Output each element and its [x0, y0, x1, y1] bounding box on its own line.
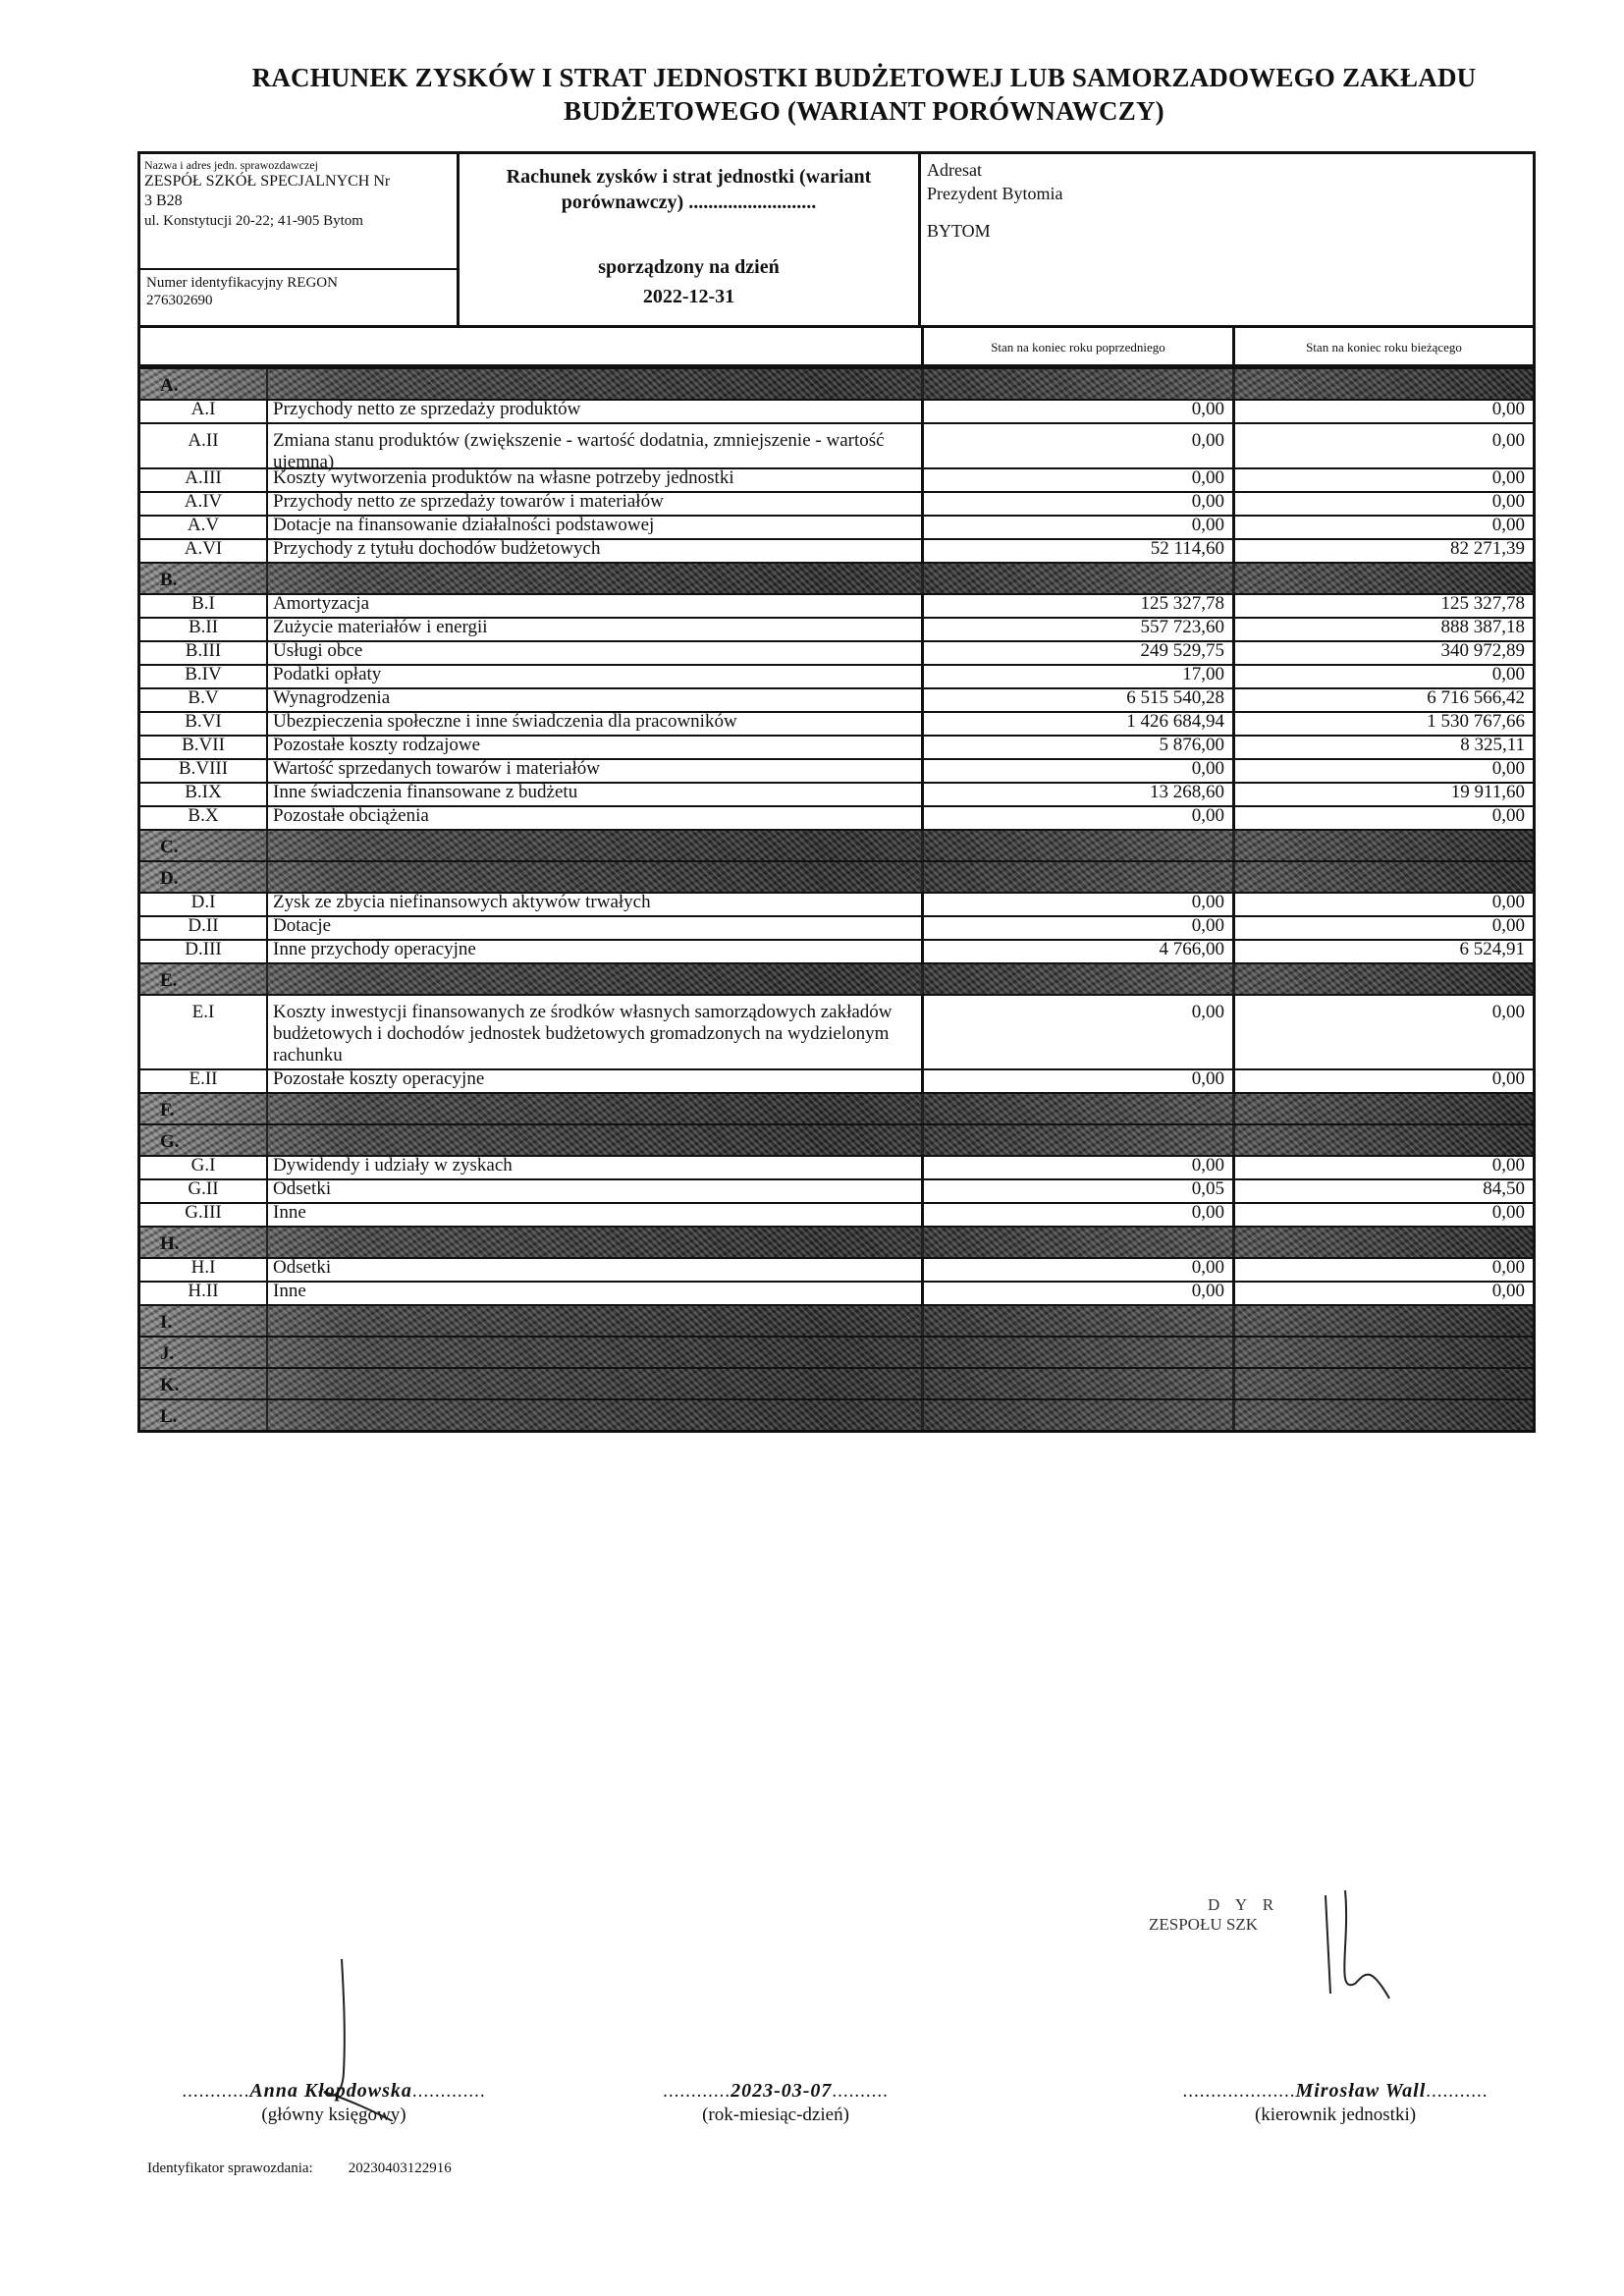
row-prev-value: 0,00: [921, 1204, 1235, 1226]
row-prev-value: 52 114,60: [921, 540, 1235, 562]
row-description: Odsetki: [273, 1257, 332, 1278]
row-description: Wynagrodzenia: [273, 687, 391, 708]
section-prev-cell: [921, 1125, 1235, 1155]
row-curr-value: 0,00: [1491, 915, 1525, 936]
row-code: B.IV: [140, 666, 268, 687]
section-code: F.: [140, 1094, 268, 1123]
row-curr-value: 0,00: [1491, 1257, 1525, 1278]
section-row: [140, 367, 1533, 399]
section-row: [140, 1226, 1533, 1257]
addressee-name: Prezydent Bytomia: [927, 184, 1063, 203]
table-row: [140, 782, 1533, 805]
title-line-2: BUDŻETOWEGO (WARIANT PORÓWNAWCZY): [564, 96, 1164, 126]
signature-date: 2023-03-07: [731, 2080, 833, 2102]
row-code: B.X: [140, 807, 268, 829]
unit-name: ZESPÓŁ SZKÓŁ SPECJALNYCH Nr: [144, 173, 391, 190]
row-description: Zmiana stanu produktów (zwiększenie - wartość dodatnia, zmniejszenie - wartość ujemna): [273, 430, 885, 472]
addressee-city: BYTOM: [927, 221, 991, 241]
section-code: E.: [140, 964, 268, 994]
report-id-label: Identyfikator sprawozdania:: [147, 2160, 313, 2176]
section-row: [140, 1304, 1533, 1336]
section-row: [140, 1123, 1533, 1155]
row-code: G.III: [140, 1204, 268, 1226]
report-id-value: 20230403122916: [348, 2160, 452, 2176]
section-row: [140, 1092, 1533, 1123]
table-row: [140, 711, 1533, 735]
row-code: B.VII: [140, 737, 268, 758]
row-description: Inne: [273, 1202, 306, 1223]
row-prev-value: 0,00: [921, 917, 1235, 939]
table-row: [140, 664, 1533, 687]
accountant-name: Anna Kłopdowska: [249, 2080, 412, 2102]
table-row: [140, 399, 1533, 422]
section-row: [140, 1398, 1533, 1430]
row-prev-value: 5 876,00: [921, 737, 1235, 758]
row-prev-value: 249 529,75: [921, 642, 1235, 664]
report-title: Rachunek zysków i strat jednostki (wariant porównawczy) ..........................: [506, 166, 872, 213]
row-code: B.IX: [140, 784, 268, 805]
row-curr-value: 0,00: [1491, 892, 1525, 912]
row-description: Dywidendy i udziały w zyskach: [273, 1155, 513, 1175]
date-label: (rok-miesiąc-dzień): [702, 2105, 849, 2125]
section-code: I.: [140, 1306, 268, 1336]
row-prev-value: 0,00: [921, 469, 1235, 491]
row-code: E.II: [140, 1070, 268, 1092]
row-code: B.VIII: [140, 760, 268, 782]
section-code: G.: [140, 1125, 268, 1155]
official-stamp: [1149, 1895, 1443, 2033]
section-row: [140, 1336, 1533, 1367]
row-description: Ubezpieczenia społeczne i inne świadczenia dla pracowników: [273, 711, 737, 732]
table-row: [140, 939, 1533, 962]
row-prev-value: 0,00: [921, 517, 1235, 538]
row-prev-value: 0,05: [921, 1180, 1235, 1202]
row-curr-value: 0,00: [1491, 805, 1525, 826]
accountant-role: (główny księgowy): [261, 2105, 406, 2125]
row-curr-value: 0,00: [1491, 758, 1525, 779]
row-code: D.III: [140, 941, 268, 962]
table-row: [140, 1178, 1533, 1202]
row-curr-value: 0,00: [1491, 1202, 1525, 1223]
section-prev-cell: [921, 1094, 1235, 1123]
accountant-signature: ............Anna Kłopdowska............. (główny księgowy): [157, 2080, 511, 2126]
row-prev-value: 0,00: [921, 1283, 1235, 1304]
row-prev-value: 13 268,60: [921, 784, 1235, 805]
table-row: [140, 422, 1533, 472]
reporting-unit-box: [140, 154, 460, 325]
manager-signature: ....................Mirosław Wall........... (kierownik jednostki): [1149, 2080, 1522, 2126]
row-description: Pozostałe koszty rodzajowe: [273, 735, 481, 755]
row-description: Odsetki: [273, 1178, 332, 1199]
report-header: [137, 151, 1536, 328]
row-description: Wartość sprzedanych towarów i materiałów: [273, 758, 600, 779]
section-code: J.: [140, 1338, 268, 1367]
row-prev-value: 0,00: [921, 493, 1235, 515]
section-row: [140, 829, 1533, 860]
regon-box: [140, 268, 457, 325]
section-row: [140, 562, 1533, 593]
table-row: [140, 617, 1533, 640]
row-code: D.II: [140, 917, 268, 939]
stamp-line-1: D Y R: [1208, 1895, 1280, 1914]
table-row: [140, 593, 1533, 617]
row-curr-value: 0,00: [1491, 399, 1525, 419]
table-row: [140, 538, 1533, 562]
row-prev-value: 6 515 540,28: [921, 689, 1235, 711]
table-row: [140, 491, 1533, 515]
section-prev-cell: [921, 1306, 1235, 1336]
row-prev-value: 1 426 684,94: [921, 713, 1235, 735]
regon-label: Numer identyfikacyjny REGON: [146, 275, 338, 291]
section-code: L.: [140, 1400, 268, 1430]
section-code: H.: [140, 1228, 268, 1257]
row-description: Dotacje na finansowanie działalności podstawowej: [273, 515, 655, 535]
row-curr-value: 82 271,39: [1450, 538, 1525, 559]
row-description: Inne przychody operacyjne: [273, 939, 476, 959]
row-prev-value: 0,00: [921, 1070, 1235, 1092]
row-curr-value: 888 387,18: [1440, 617, 1525, 637]
row-curr-value: 1 530 767,66: [1427, 711, 1525, 732]
row-description: Koszty inwestycji finansowanych ze środków własnych samorządowych zakładów budżetowych i dochodów jednostek budżetowych gromadzonych na wydzielonym rachunku: [273, 1002, 893, 1066]
row-description: Przychody netto ze sprzedaży towarów i materiałów: [273, 491, 664, 512]
table-row: [140, 515, 1533, 538]
row-description: Zysk ze zbycia niefinansowych aktywów trwałych: [273, 892, 651, 912]
row-code: B.VI: [140, 713, 268, 735]
row-code: A.IV: [140, 493, 268, 515]
document-title: [177, 61, 1551, 128]
section-code: K.: [140, 1369, 268, 1398]
row-prev-value: 0,00: [921, 996, 1235, 1068]
table-row: [140, 467, 1533, 491]
table-row: [140, 915, 1533, 939]
row-code: A.VI: [140, 540, 268, 562]
table-row: [140, 994, 1533, 1068]
table-row: [140, 1155, 1533, 1178]
row-prev-value: 0,00: [921, 760, 1235, 782]
row-prev-value: 0,00: [921, 807, 1235, 829]
section-row: [140, 1367, 1533, 1398]
table-row: [140, 735, 1533, 758]
row-prev-value: 557 723,60: [921, 619, 1235, 640]
row-prev-value: 4 766,00: [921, 941, 1235, 962]
row-prev-value: 0,00: [921, 1259, 1235, 1281]
report-identifier: [147, 2160, 452, 2177]
section-code: C.: [140, 831, 268, 860]
row-code: G.II: [140, 1180, 268, 1202]
section-prev-cell: [921, 831, 1235, 860]
row-curr-value: 0,00: [1491, 491, 1525, 512]
row-description: Inne świadczenia finansowane z budżetu: [273, 782, 578, 802]
row-description: Pozostałe obciążenia: [273, 805, 429, 826]
row-curr-value: 340 972,89: [1440, 640, 1525, 661]
row-code: A.II: [140, 424, 268, 467]
unit-number: 3 B28: [144, 192, 183, 209]
row-curr-value: 6 524,91: [1459, 939, 1525, 959]
row-code: B.III: [140, 642, 268, 664]
row-description: Koszty wytworzenia produktów na własne potrzeby jednostki: [273, 467, 734, 488]
row-curr-value: 84,50: [1483, 1178, 1525, 1199]
row-code: G.I: [140, 1157, 268, 1178]
table-row: [140, 1068, 1533, 1092]
row-description: Amortyzacja: [273, 593, 370, 614]
row-curr-value: 0,00: [1491, 1002, 1525, 1022]
row-description: Przychody netto ze sprzedaży produktów: [273, 399, 581, 419]
row-code: H.I: [140, 1259, 268, 1281]
section-row: [140, 860, 1533, 892]
row-description: Podatki opłaty: [273, 664, 382, 684]
row-description: Dotacje: [273, 915, 332, 936]
row-code: B.V: [140, 689, 268, 711]
prepared-label: sporządzony na dzień: [598, 256, 780, 278]
section-prev-cell: [921, 1400, 1235, 1430]
row-curr-value: 0,00: [1491, 1068, 1525, 1089]
manager-signature-mark: [1296, 1886, 1414, 2003]
row-description: Pozostałe koszty operacyjne: [273, 1068, 485, 1089]
stamp-line-2: ZESPOŁU SZK: [1149, 1915, 1258, 1934]
row-description: Przychody z tytułu dochodów budżetowych: [273, 538, 601, 559]
table-row: [140, 758, 1533, 782]
section-prev-cell: [921, 862, 1235, 892]
addressee-label: Adresat: [927, 160, 982, 180]
row-curr-value: 0,00: [1491, 1281, 1525, 1301]
table-row: [140, 1281, 1533, 1304]
row-curr-value: 8 325,11: [1460, 735, 1525, 755]
table-row: [140, 640, 1533, 664]
row-prev-value: 0,00: [921, 894, 1235, 915]
profit-loss-table: [137, 367, 1536, 1433]
row-code: H.II: [140, 1283, 268, 1304]
section-prev-cell: [921, 964, 1235, 994]
regon-value: 276302690: [146, 293, 213, 308]
row-curr-value: 0,00: [1491, 430, 1525, 451]
row-code: B.II: [140, 619, 268, 640]
row-description: Usługi obce: [273, 640, 363, 661]
section-prev-cell: [921, 1228, 1235, 1257]
row-prev-value: 125 327,78: [921, 595, 1235, 617]
row-curr-value: 6 716 566,42: [1427, 687, 1525, 708]
prepared-date: 2022-12-31: [642, 286, 735, 307]
section-prev-cell: [921, 1369, 1235, 1398]
row-curr-value: 0,00: [1491, 664, 1525, 684]
title-line-1: RACHUNEK ZYSKÓW I STRAT JEDNOSTKI BUDŻETOWEJ LUB SAMORZADOWEGO ZAKŁADU: [251, 63, 1477, 92]
row-code: A.III: [140, 469, 268, 491]
section-code: B.: [140, 564, 268, 593]
report-title-box: [460, 154, 921, 325]
row-curr-value: 19 911,60: [1450, 782, 1525, 802]
date-signature: ............2023-03-07.......... (rok-miesiąc-dzień): [628, 2080, 923, 2126]
row-description: Inne: [273, 1281, 306, 1301]
row-code: A.I: [140, 401, 268, 422]
row-code: B.I: [140, 595, 268, 617]
row-prev-value: 0,00: [921, 401, 1235, 422]
row-curr-value: 0,00: [1491, 515, 1525, 535]
section-row: [140, 962, 1533, 994]
section-prev-cell: [921, 369, 1235, 399]
table-row: [140, 892, 1533, 915]
table-row: [140, 687, 1533, 711]
column-prev-year: Stan na koniec roku poprzedniego: [921, 328, 1235, 364]
row-prev-value: 0,00: [921, 1157, 1235, 1178]
section-code: A.: [140, 369, 268, 399]
section-code: D.: [140, 862, 268, 892]
table-row: [140, 1257, 1533, 1281]
manager-name: Mirosław Wall: [1295, 2080, 1427, 2102]
column-header: [137, 328, 1536, 367]
row-description: Zużycie materiałów i energii: [273, 617, 488, 637]
section-prev-cell: [921, 1338, 1235, 1367]
row-curr-value: 0,00: [1491, 467, 1525, 488]
manager-role: (kierownik jednostki): [1254, 2105, 1417, 2125]
row-code: A.V: [140, 517, 268, 538]
column-curr-year: Stan na koniec roku bieżącego: [1306, 340, 1462, 355]
row-code: E.I: [140, 996, 268, 1068]
row-prev-value: 0,00: [921, 424, 1235, 467]
row-curr-value: 0,00: [1491, 1155, 1525, 1175]
table-row: [140, 805, 1533, 829]
row-code: D.I: [140, 894, 268, 915]
row-prev-value: 17,00: [921, 666, 1235, 687]
unit-address: ul. Konstytucji 20-22; 41-905 Bytom: [144, 213, 363, 229]
unit-label: Nazwa i adres jedn. sprawozdawczej: [144, 158, 318, 172]
table-row: [140, 1202, 1533, 1226]
section-prev-cell: [921, 564, 1235, 593]
addressee-box: [921, 154, 1533, 325]
row-curr-value: 125 327,78: [1440, 593, 1525, 614]
